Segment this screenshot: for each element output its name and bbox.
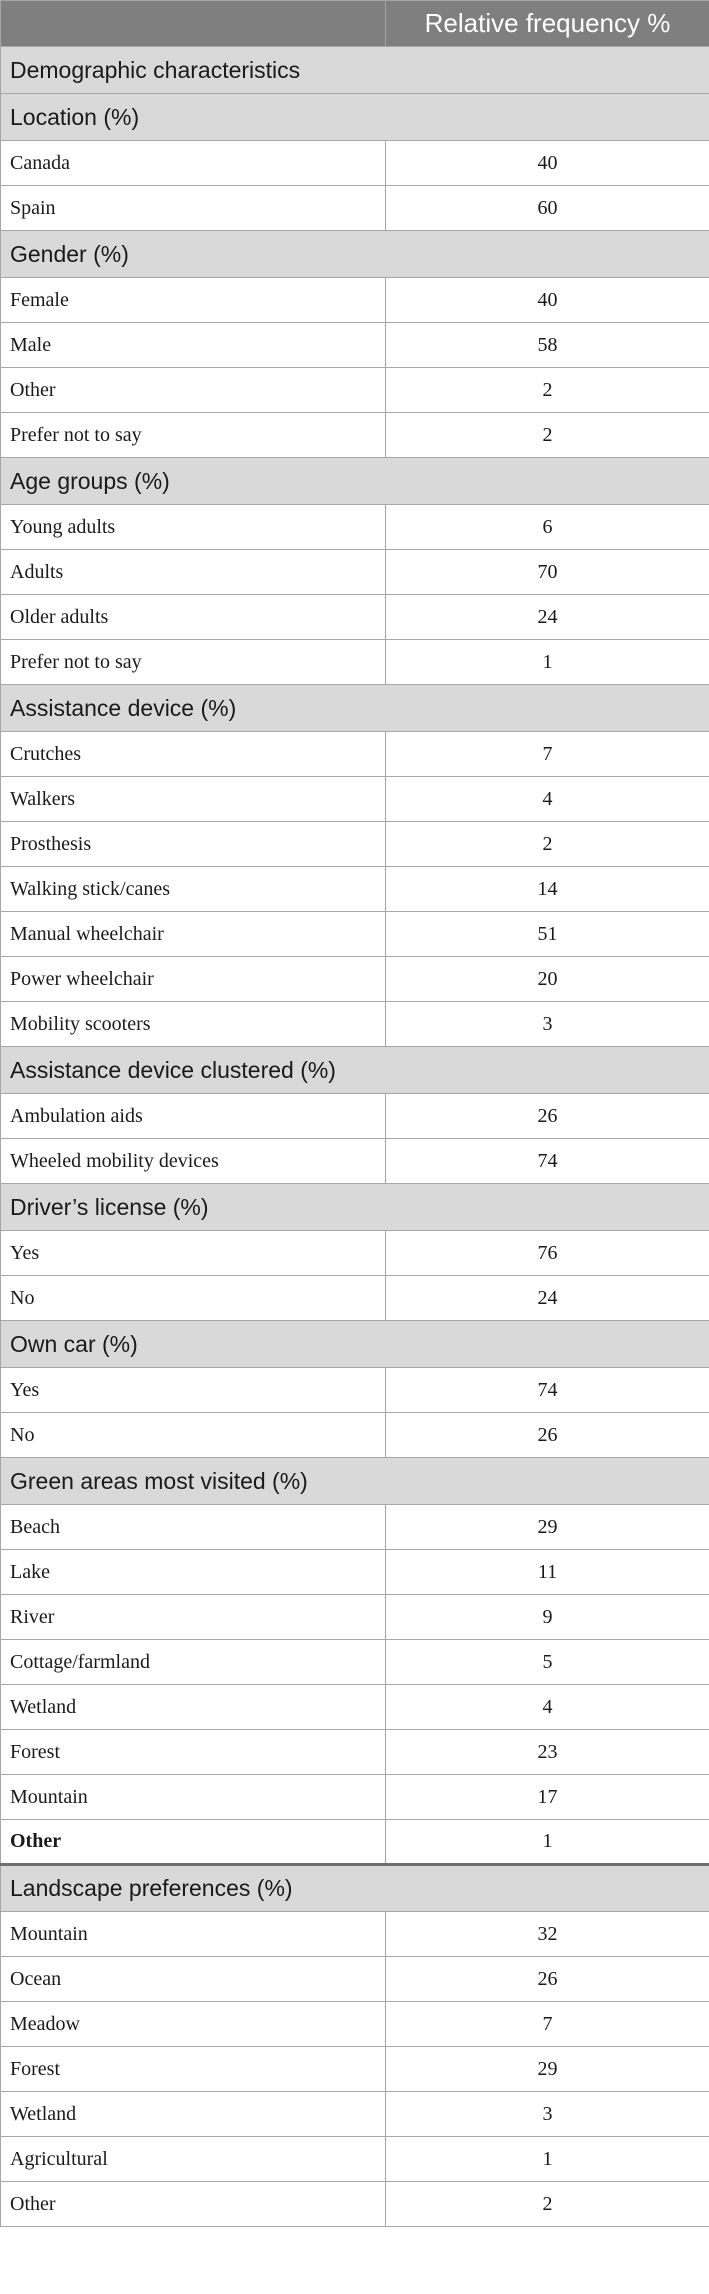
row-label: Other xyxy=(1,2182,386,2227)
table-row xyxy=(1,1595,709,1640)
table-row xyxy=(1,595,709,640)
row-value: 5 xyxy=(386,1640,709,1685)
table-row xyxy=(1,1730,709,1775)
table-row xyxy=(1,777,709,822)
table-row xyxy=(1,1775,709,1820)
section-row xyxy=(1,231,709,278)
row-label: Ambulation aids xyxy=(1,1094,386,1139)
table-row xyxy=(1,1231,709,1276)
table-row xyxy=(1,2002,709,2047)
row-label: Lake xyxy=(1,1550,386,1595)
table-row xyxy=(1,1094,709,1139)
section-title: Landscape preferences (%) xyxy=(1,1865,709,1912)
row-value: 2 xyxy=(386,368,709,413)
row-value: 24 xyxy=(386,595,709,640)
row-value: 3 xyxy=(386,2092,709,2137)
row-label: Ocean xyxy=(1,1957,386,2002)
table-row xyxy=(1,822,709,867)
row-label: Wheeled mobility devices xyxy=(1,1139,386,1184)
row-value: 9 xyxy=(386,1595,709,1640)
row-value: 20 xyxy=(386,957,709,1002)
section-row xyxy=(1,1184,709,1231)
section-row xyxy=(1,1458,709,1505)
table-body xyxy=(1,47,709,2227)
table-row xyxy=(1,2182,709,2227)
table-row xyxy=(1,368,709,413)
table-row xyxy=(1,912,709,957)
row-value: 3 xyxy=(386,1002,709,1047)
row-label: No xyxy=(1,1413,386,1458)
table-header-row xyxy=(1,1,709,47)
row-value: 58 xyxy=(386,323,709,368)
row-value: 4 xyxy=(386,1685,709,1730)
row-label: Female xyxy=(1,278,386,323)
row-label: Yes xyxy=(1,1368,386,1413)
row-label: Walkers xyxy=(1,777,386,822)
table-row xyxy=(1,1685,709,1730)
table-row xyxy=(1,1820,709,1865)
table-row xyxy=(1,1002,709,1047)
row-value: 40 xyxy=(386,141,709,186)
row-label: Forest xyxy=(1,1730,386,1775)
row-value: 40 xyxy=(386,278,709,323)
row-value: 2 xyxy=(386,822,709,867)
table-row xyxy=(1,1912,709,1957)
table-row xyxy=(1,141,709,186)
row-label: Agricultural xyxy=(1,2137,386,2182)
row-label: Manual wheelchair xyxy=(1,912,386,957)
section-row xyxy=(1,458,709,505)
row-value: 23 xyxy=(386,1730,709,1775)
row-label: No xyxy=(1,1276,386,1321)
row-label: Beach xyxy=(1,1505,386,1550)
table-row xyxy=(1,2047,709,2092)
row-value: 7 xyxy=(386,732,709,777)
table-row xyxy=(1,2137,709,2182)
row-value: 11 xyxy=(386,1550,709,1595)
row-value: 7 xyxy=(386,2002,709,2047)
section-title: Gender (%) xyxy=(1,231,709,278)
row-label: Prosthesis xyxy=(1,822,386,867)
section-title: Assistance device clustered (%) xyxy=(1,1047,709,1094)
table-row xyxy=(1,1505,709,1550)
row-label: Adults xyxy=(1,550,386,595)
row-value: 1 xyxy=(386,2137,709,2182)
section-row xyxy=(1,94,709,141)
row-value: 51 xyxy=(386,912,709,957)
table-row xyxy=(1,2092,709,2137)
row-value: 1 xyxy=(386,1820,709,1865)
table-row xyxy=(1,867,709,912)
section-row xyxy=(1,1047,709,1094)
row-label: Crutches xyxy=(1,732,386,777)
row-label: Walking stick/canes xyxy=(1,867,386,912)
table-row xyxy=(1,957,709,1002)
row-label: Prefer not to say xyxy=(1,640,386,685)
section-title: Age groups (%) xyxy=(1,458,709,505)
row-label: Mountain xyxy=(1,1912,386,1957)
row-label: Mountain xyxy=(1,1775,386,1820)
row-value: 24 xyxy=(386,1276,709,1321)
row-value: 76 xyxy=(386,1231,709,1276)
row-label: Power wheelchair xyxy=(1,957,386,1002)
row-value: 26 xyxy=(386,1094,709,1139)
table-row xyxy=(1,1550,709,1595)
row-label: Mobility scooters xyxy=(1,1002,386,1047)
header-label-cell xyxy=(1,1,386,47)
row-label: Young adults xyxy=(1,505,386,550)
row-value: 2 xyxy=(386,413,709,458)
table-row xyxy=(1,550,709,595)
table-row xyxy=(1,1413,709,1458)
table-row xyxy=(1,1640,709,1685)
row-value: 74 xyxy=(386,1139,709,1184)
table-row xyxy=(1,505,709,550)
table-row xyxy=(1,1957,709,2002)
table-row xyxy=(1,1368,709,1413)
row-value: 1 xyxy=(386,640,709,685)
row-label: River xyxy=(1,1595,386,1640)
row-label: Prefer not to say xyxy=(1,413,386,458)
row-value: 60 xyxy=(386,186,709,231)
row-label: Other xyxy=(1,1820,386,1865)
row-value: 26 xyxy=(386,1413,709,1458)
table-row xyxy=(1,640,709,685)
row-value: 74 xyxy=(386,1368,709,1413)
row-label: Cottage/farmland xyxy=(1,1640,386,1685)
table-row xyxy=(1,278,709,323)
row-value: 6 xyxy=(386,505,709,550)
section-title: Assistance device (%) xyxy=(1,685,709,732)
row-label: Wetland xyxy=(1,2092,386,2137)
row-label: Other xyxy=(1,368,386,413)
row-value: 26 xyxy=(386,1957,709,2002)
row-value: 4 xyxy=(386,777,709,822)
row-label: Yes xyxy=(1,1231,386,1276)
section-title: Green areas most visited (%) xyxy=(1,1458,709,1505)
table-row xyxy=(1,732,709,777)
table-row xyxy=(1,413,709,458)
row-label: Forest xyxy=(1,2047,386,2092)
section-row xyxy=(1,1321,709,1368)
row-label: Canada xyxy=(1,141,386,186)
top-section-title: Demographic characteristics xyxy=(1,47,709,94)
row-value: 29 xyxy=(386,2047,709,2092)
header-value-cell: Relative frequency % xyxy=(386,1,709,47)
table-row xyxy=(1,1276,709,1321)
section-title: Location (%) xyxy=(1,94,709,141)
section-row xyxy=(1,1865,709,1912)
section-title: Driver’s license (%) xyxy=(1,1184,709,1231)
top-section-row xyxy=(1,47,709,94)
row-value: 14 xyxy=(386,867,709,912)
row-value: 29 xyxy=(386,1505,709,1550)
table-row xyxy=(1,323,709,368)
row-label: Meadow xyxy=(1,2002,386,2047)
section-title: Own car (%) xyxy=(1,1321,709,1368)
row-label: Wetland xyxy=(1,1685,386,1730)
table-row xyxy=(1,186,709,231)
section-row xyxy=(1,685,709,732)
row-value: 32 xyxy=(386,1912,709,1957)
row-value: 70 xyxy=(386,550,709,595)
row-value: 2 xyxy=(386,2182,709,2227)
row-label: Male xyxy=(1,323,386,368)
table-row xyxy=(1,1139,709,1184)
row-value: 17 xyxy=(386,1775,709,1820)
row-label: Spain xyxy=(1,186,386,231)
row-label: Older adults xyxy=(1,595,386,640)
